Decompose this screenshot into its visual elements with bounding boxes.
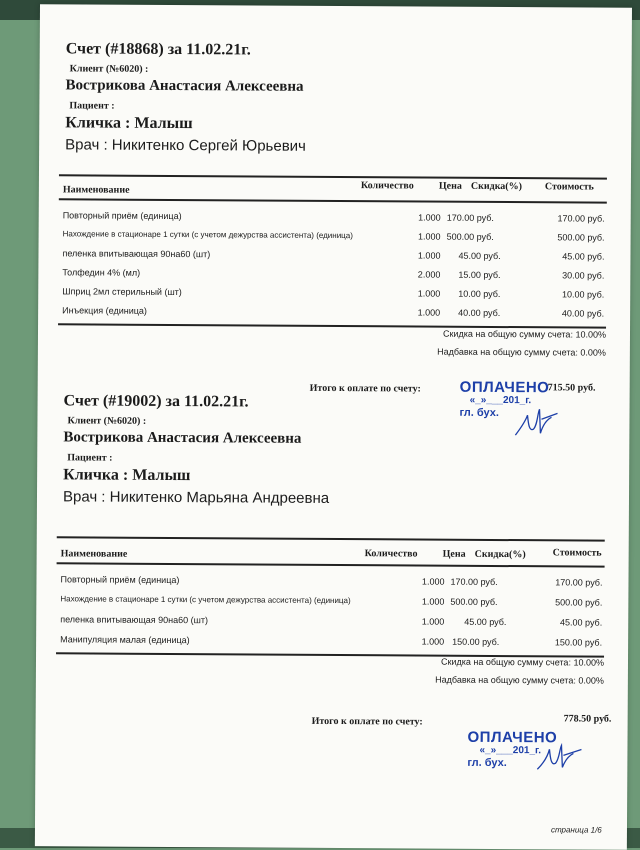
row-cost: 150.00 руб.: [554, 637, 603, 648]
col-header-qty: Количество: [360, 180, 414, 192]
row-cost: 45.00 руб.: [562, 251, 605, 262]
total-label: Итого к оплате по счету:: [309, 382, 421, 395]
services-table: [59, 174, 607, 319]
row-cost: 45.00 руб.: [560, 617, 603, 628]
row-price: 500.00 руб.: [450, 596, 498, 607]
row-price: 170.00 руб.: [446, 212, 494, 223]
row-price: 45.00 руб.: [464, 616, 507, 628]
table-row: [56, 574, 604, 595]
row-name: Манипуляция малая (единица): [60, 634, 190, 646]
table-row: [58, 286, 606, 307]
row-cost: 30.00 руб.: [562, 270, 605, 281]
discount-line: Скидка на общую сумму счета: 10.00%: [440, 656, 605, 668]
row-price: 10.00 руб.: [458, 288, 501, 300]
row-cost: 10.00 руб.: [562, 289, 605, 300]
col-header-qty: Количество: [364, 548, 418, 560]
table-header-rule: [59, 198, 607, 203]
pet-name: Кличка : Малыш: [63, 466, 191, 485]
stamp-paid-text: ОПЛАЧЕНО: [467, 728, 558, 747]
row-name: Инъекция (единица): [62, 305, 147, 316]
row-price: 150.00 руб.: [452, 636, 500, 648]
table-row: [58, 267, 606, 288]
pet-name: Кличка : Малыш: [65, 114, 193, 133]
total-label: Итого к оплате по счету:: [311, 715, 423, 728]
row-price: 500.00 руб.: [446, 231, 494, 242]
table-row: [58, 248, 606, 269]
col-header-cost: Стоимость: [552, 547, 602, 559]
markup-line: Надбавка на общую сумму счета: 0.00%: [435, 674, 604, 686]
row-qty: 1.000: [418, 212, 441, 223]
row-price: 15.00 руб.: [458, 269, 501, 281]
col-header-cost: Стоимость: [544, 181, 594, 193]
signature-icon: [531, 737, 587, 777]
row-name: пеленка впитывающая 90на60 (шт): [60, 614, 209, 626]
table-row: [56, 594, 604, 615]
row-qty: 1.000: [421, 636, 445, 647]
client-name: Вострикова Анастасия Алексеевна: [65, 77, 304, 95]
invoice-title: Счет (#19002) за 11.02.21г.: [63, 392, 249, 411]
row-qty: 1.000: [417, 250, 441, 261]
stamp-date-text: «_»___201_г.: [479, 744, 542, 757]
row-name: пеленка впитывающая 90на60 (шт): [62, 248, 211, 260]
stamp-paid-text: ОПЛАЧЕНО: [459, 378, 550, 397]
col-header-price: Цена: [442, 548, 466, 560]
stamp-date-text: «_»___201_г.: [469, 394, 532, 407]
row-name: Повторный приём (единица): [60, 574, 180, 586]
row-cost: 500.00 руб.: [555, 597, 603, 608]
col-header-discount: Скидка(%): [474, 548, 526, 561]
row-name: Нахождение в стационаре 1 сутки (с учетом дежурства ассистента) (единица): [60, 594, 351, 606]
col-header-name: Наименование: [62, 184, 130, 196]
row-price: 40.00 руб.: [458, 307, 501, 319]
row-name: Шприц 2мл стерильный (шт): [62, 286, 182, 298]
client-name: Вострикова Анастасия Алексеевна: [63, 429, 302, 447]
row-qty: 1.000: [421, 596, 445, 607]
col-header-discount: Скидка(%): [470, 180, 523, 193]
table-row: [59, 210, 607, 231]
client-label: Клиент (№6020) :: [69, 63, 149, 75]
row-cost: 40.00 руб.: [561, 308, 605, 319]
row-cost: 500.00 руб.: [557, 232, 605, 243]
stamp-accountant-text: гл. бух.: [459, 406, 500, 420]
markup-line: Надбавка на общую сумму счета: 0.00%: [437, 346, 606, 358]
row-qty: 2.000: [417, 269, 441, 280]
row-qty: 1.000: [417, 288, 441, 299]
row-cost: 170.00 руб.: [557, 213, 605, 224]
table-top-rule: [57, 536, 605, 541]
page-number: страница 1/6: [550, 825, 602, 835]
stamp-accountant-text: гл. бух.: [467, 756, 507, 770]
row-price: 45.00 руб.: [458, 250, 501, 262]
discount-line: Скидка на общую сумму счета: 10.00%: [442, 328, 607, 340]
table-row: [59, 229, 607, 250]
row-name: Нахождение в стационаре 1 сутки (с учетом дежурства ассистента) (единица): [62, 229, 353, 241]
invoice-sheet: [35, 4, 632, 850]
row-qty: 1.000: [417, 307, 441, 318]
row-qty: 1.000: [421, 576, 445, 587]
row-price: 170.00 руб.: [450, 576, 498, 587]
doctor-name: Врач : Никитенко Марьяна Андреевна: [62, 488, 330, 507]
client-label: Клиент (№6020) :: [67, 415, 147, 427]
row-qty: 1.000: [421, 616, 445, 627]
patient-label: Пациент :: [69, 100, 115, 112]
services-table: [57, 536, 605, 648]
row-qty: 1.000: [418, 231, 441, 242]
col-header-price: Цена: [438, 180, 462, 192]
table-header-rule: [57, 562, 605, 567]
table-top-rule: [59, 174, 607, 179]
col-header-name: Наименование: [60, 548, 128, 560]
row-name: Толфедин 4% (мл): [62, 267, 141, 278]
row-name: Повторный приём (единица): [62, 210, 182, 222]
row-cost: 170.00 руб.: [555, 577, 603, 588]
doctor-name: Врач : Никитенко Сергей Юрьевич: [65, 136, 306, 155]
signature-icon: [507, 399, 567, 443]
table-row: [56, 614, 604, 635]
patient-label: Пациент :: [67, 452, 113, 464]
total-value: 778.50 руб.: [563, 713, 612, 725]
total-value: 715.50 руб.: [547, 382, 596, 394]
invoice-title: Счет (#18868) за 11.02.21г.: [65, 40, 251, 59]
